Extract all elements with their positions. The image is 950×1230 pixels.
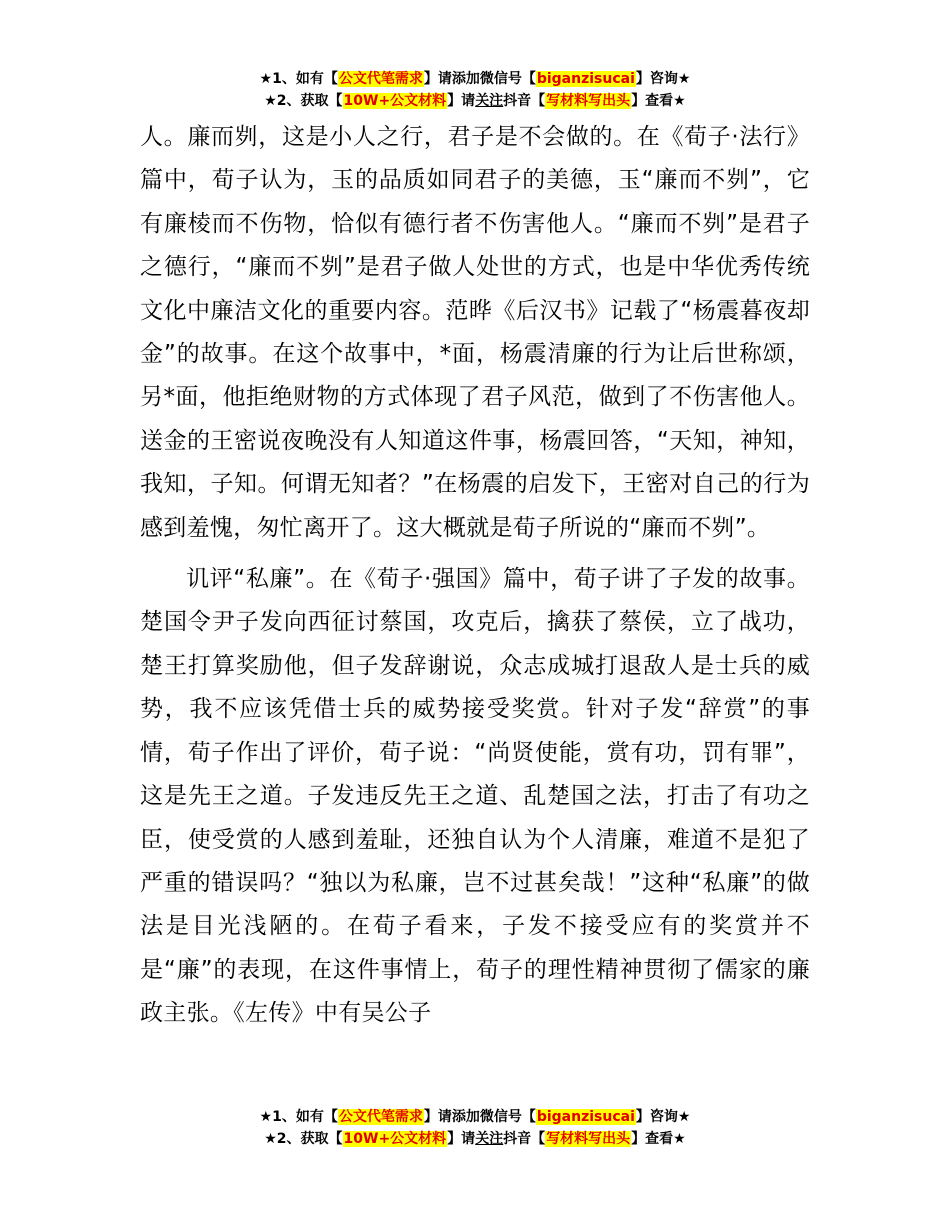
banner-text: 抖音【 xyxy=(503,93,546,109)
banner-text: ★1、如有【 xyxy=(259,1109,338,1125)
highlight-service: 公文代笔需求 xyxy=(338,1109,423,1125)
highlight-wechat-id: biganzisucai xyxy=(536,1109,635,1125)
banner-text: 微信号【 xyxy=(479,1109,536,1125)
banner-text: 】请 xyxy=(447,1131,476,1147)
banner-emphasis: 关注 xyxy=(475,93,504,109)
highlight-wechat-id: biganzisucai xyxy=(536,71,635,87)
banner-text: 加 xyxy=(465,71,480,87)
footer-banner xyxy=(0,1106,950,1150)
banner-text: 抖音【 xyxy=(503,1131,546,1147)
banner-line-2 xyxy=(0,90,950,112)
banner-text: 】查看★ xyxy=(631,93,686,109)
banner-text: 】咨询★ xyxy=(635,71,691,87)
highlight-douyin-account: 写材料写出头 xyxy=(546,93,631,109)
banner-text: ★2、获取【 xyxy=(264,1131,343,1147)
banner-text: ★1、如有【 xyxy=(259,71,338,87)
banner-text: 加 xyxy=(465,1109,480,1125)
header-banner xyxy=(0,68,950,112)
banner-emphasis: 关注 xyxy=(475,1131,504,1147)
banner-text: 】咨询★ xyxy=(635,1109,691,1125)
highlight-materials: 10W+公文材料 xyxy=(343,93,447,109)
document-body xyxy=(140,116,810,1036)
banner-text: 微信号【 xyxy=(479,71,536,87)
paragraph-2: 讥评“私廉”。在《荀子·强国》篇中，荀子讲了子发的故事。楚国令尹子发向西征讨蔡国，攻克后，擒获了蔡侯，立了战功，楚王打算奖励他，但子发辞谢说，众志成城打退敌人是士兵的威势，我不应该凭借士兵的威势接受奖赏。针对子发“辞赏”的事情，荀子作出了评价，荀子说：“尚贤使能，赏有功，罚有罪”，这是先王之道。子发违反先王之道、乱楚国之法，打击了有功之臣，使受赏的人感到羞耻，还独自认为个人清廉，难道不是犯了严重的错误吗？“独以为私廉，岂不过甚矣哉！”这种“私廉”的做法是目光浅陋的。在荀子看来，子发不接受应有的奖赏并不是“廉”的表现，在这件事情上，荀子的理性精神贯彻了儒家的廉政主张。《左传》中有吴公子 xyxy=(140,566,810,1027)
highlight-douyin-account: 写材料写出头 xyxy=(546,1131,631,1147)
banner-text: 】请添 xyxy=(423,1109,466,1125)
banner-text: 】请添 xyxy=(423,71,466,87)
banner-text: 】查看★ xyxy=(631,1131,686,1147)
highlight-service: 公文代笔需求 xyxy=(338,71,423,87)
banner-line-2 xyxy=(0,1128,950,1150)
paragraph-1: 人。廉而刿，这是小人之行，君子是不会做的。在《荀子·法行》篇中，荀子认为，玉的品质如同君子的美德，玉“廉而不刿”，它有廉棱而不伤物，恰似有德行者不伤害他人。“廉而不刿”是君子之德行，“廉而不刿”是君子做人处世的方式，也是中华优秀传统文化中廉洁文化的重要内容。范晔《后汉书》记载了“杨震暮夜却金”的故事。在这个故事中，*面，杨震清廉的行为让后世称颂，另*面，他拒绝财物的方式体现了君子风范，做到了不伤害他人。送金的王密说夜晚没有人知道这件事，杨震回答，“天知，神知，我知，子知。何谓无知者？”在杨震的启发下，王密对自己的行为感到羞愧，匆忙离开了。这大概就是荀子所说的“廉而不刿”。 xyxy=(140,124,810,541)
highlight-materials: 10W+公文材料 xyxy=(343,1131,447,1147)
banner-text: 】请 xyxy=(447,93,476,109)
banner-text: ★2、获取【 xyxy=(264,93,343,109)
banner-line-1 xyxy=(0,1106,950,1128)
banner-line-1 xyxy=(0,68,950,90)
